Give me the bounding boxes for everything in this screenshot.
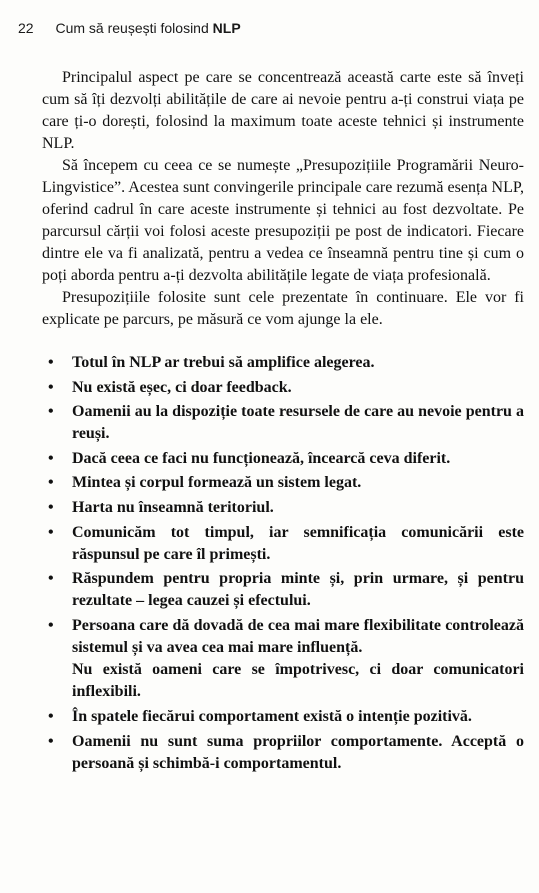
list-item-text: Comunicăm tot timpul, iar semnificația comunicării este răspunsul pe care îl primești.	[72, 523, 524, 563]
list-item	[72, 659, 524, 703]
list-item-text: Persoana care dă dovadă de cea mai mare flexibilitate controlează sistemul și va avea cea mai mare influență.	[72, 616, 524, 656]
list-item	[48, 568, 524, 612]
list-item	[48, 377, 524, 399]
list-item-text: Oamenii au la dispoziție toate resursele de care au nevoie pentru a reuși.	[72, 403, 524, 443]
bullet-icon: •	[48, 498, 54, 516]
page-number: 22	[18, 20, 34, 36]
list-item-text: În spatele fiecărui comportament există o intenție pozitivă.	[72, 707, 472, 725]
list-item	[48, 706, 524, 728]
list-item-text: Dacă ceea ce faci nu funcționează, încearcă ceva diferit.	[72, 449, 451, 467]
list-item-text: Mintea și corpul formează un sistem legat.	[72, 474, 362, 492]
bullet-icon: •	[48, 354, 54, 371]
book-title-text: Cum să reușești folosind	[55, 20, 209, 36]
presuppositions-list	[42, 352, 524, 775]
paragraph-presuppositions: Să începem cu ceea ce se numește „Presupozițiile Programării Neuro-Lingvistice”. Acestea sunt convingerile principale care rezumă esența NLP, oferind cadrul în care aceste instrumente și tehnici au fost dezvoltate. Pe parcursul cărții voi folosi aceste presupoziții pe post de indicatori. Fiecare dintre ele va fi analizată, pentru a vedea ce înseamnă pentru tine și cum o poți aborda pentru a-ți dezvolta abilitățile legate de viața profesională.	[42, 157, 524, 284]
bullet-icon: •	[48, 616, 54, 634]
bullet-icon: •	[48, 732, 54, 750]
bullet-icon: •	[48, 707, 54, 725]
list-item	[48, 522, 524, 566]
bullet-icon: •	[48, 403, 54, 421]
bullet-icon: •	[48, 474, 54, 492]
book-title-emphasis: NLP	[212, 20, 241, 36]
paragraph-intro: Principalul aspect pe care se concentrează această carte este să înveți cum să îți dezvolți abilitățile de care ai nevoie pentru a-ți construi viața pe care ți-o dorești, folosind la maximum toate aceste tehnici și instrumente NLP.	[42, 69, 524, 152]
book-title	[55, 20, 240, 36]
list-item	[48, 497, 524, 519]
list-item	[48, 472, 524, 494]
bullet-icon: •	[48, 378, 54, 396]
list-item	[48, 401, 524, 445]
bullet-icon: •	[48, 449, 54, 467]
list-item-text: Totul în NLP ar trebui să amplifice alegerea.	[72, 354, 375, 371]
bullet-icon: •	[48, 570, 54, 588]
list-item	[48, 731, 524, 775]
list-item-text: Harta nu înseamnă teritoriul.	[72, 498, 274, 516]
list-item	[48, 352, 524, 374]
list-item	[48, 448, 524, 470]
running-header	[18, 20, 241, 36]
list-item-text: Nu există eșec, ci doar feedback.	[72, 378, 292, 396]
list-item-text: Răspundem pentru propria minte și, prin urmare, și pentru rezultate – legea cauzei și efectului.	[72, 570, 524, 610]
body-text	[42, 67, 524, 777]
list-item-text: Nu există oameni care se împotrivesc, ci doar comunicatori inflexibili.	[72, 661, 524, 701]
list-item	[48, 615, 524, 659]
paragraph-list-intro: Presupozițiile folosite sunt cele prezentate în continuare. Ele vor fi explicate pe parcurs, pe măsură ce vom ajunge la ele.	[42, 289, 524, 328]
bullet-icon: •	[48, 523, 54, 541]
list-item-text: Oamenii nu sunt suma propriilor comportamente. Acceptă o persoană și schimbă-i comportamentul.	[72, 732, 524, 772]
